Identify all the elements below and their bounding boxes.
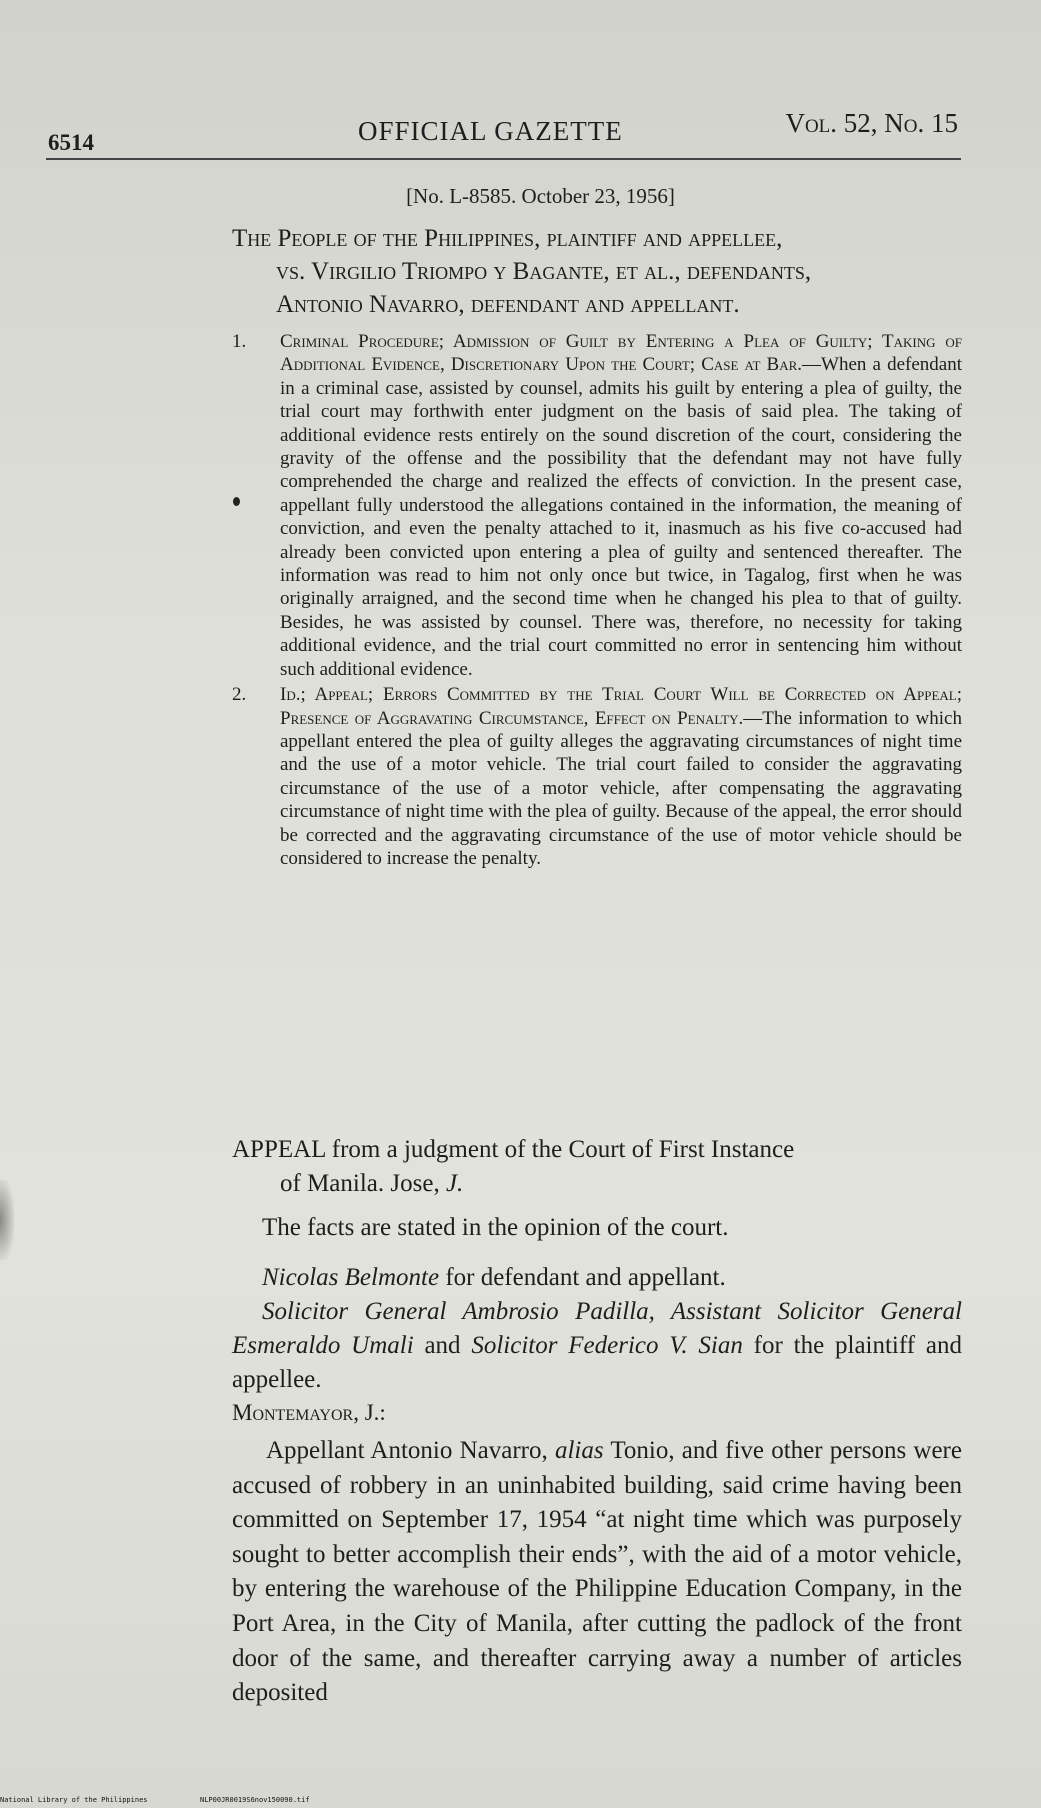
appeal-statement <box>232 1133 962 1201</box>
syllabus-number: 1. <box>232 331 247 352</box>
ponente: Montemayor, J.: <box>232 1400 386 1425</box>
opinion-alias: alias <box>554 1437 604 1464</box>
syllabus-heading: Id.; Appeal; Errors Committed by the Trial Court Will be Corrected on Appeal; Presence of Aggravating Circumstance, Effect on Penalty. <box>280 684 962 729</box>
syllabus-item <box>232 683 962 870</box>
prosecution-counsel <box>232 1295 962 1397</box>
syllabus-heading: Criminal Procedure; Admission of Guilt by Entering a Plea of Guilty; Taking of Additional Evidence, Discretionary Upon the Court; Case at Bar. <box>280 331 962 376</box>
publication-title: OFFICIAL GAZETTE <box>358 116 623 146</box>
opinion-body <box>232 1434 962 1711</box>
parties-line-3: Antonio Navarro, defendant and appellant. <box>276 291 740 318</box>
page-header <box>48 108 958 154</box>
defense-counsel-name: Nicolas Belmonte <box>262 1264 440 1291</box>
footer-filename: NLP00JR0019S6nov150090.tif <box>200 1796 310 1804</box>
appeal-line-2 <box>232 1167 962 1201</box>
opinion-text-b: Tonio, and five other persons were accused of robbery in an uninhabited building, said crime having been committed on September 17, 1954 “at night time which was purposely sought to better accomplish their ends”, with the aid of a motor vehicle, by entering the warehouse of the Philippine Education Company, in the Port Area, in the City of Manila, after cutting the padlock of the front door of the same, and thereafter carrying away a number of articles deposited <box>232 1437 962 1707</box>
footer-library: National Library of the Philippines <box>0 1796 148 1804</box>
prosecution-counsel-name: Solicitor Federico V. Sian <box>471 1332 743 1359</box>
prosecution-counsel-names: Solicitor General Ambrosio Padilla, Assistant Solicitor General Esmeraldo Umali <box>232 1298 962 1359</box>
syllabus <box>232 330 962 872</box>
prosecution-counsel-and: and <box>413 1332 472 1359</box>
binding-shadow <box>0 1180 14 1260</box>
volume-label: Vol. 52, No. 15 <box>785 108 958 138</box>
opinion-text-a: Appellant Antonio Navarro, <box>266 1437 555 1464</box>
prosecution-counsel-role: for the plaintiff and appellee. <box>232 1332 962 1393</box>
defense-counsel-role: for defendant and appellant. <box>439 1264 726 1291</box>
syllabus-number: 2. <box>232 684 247 706</box>
opinion-paragraph <box>232 1434 962 1711</box>
syllabus-text: —The information to which appellant entered the plea of guilty alleges the aggravating circumstances of night time and the use of a motor vehicle. The trial court failed to consider the aggravating circumstance of the use of a motor vehicle, after compensating the aggravating circumstance of night time with the plea of guilty. Because of the appeal, the error should be corrected and the aggravating circumstance of the use of motor vehicle should be considered to increase the penalty. <box>280 707 962 869</box>
appeal-judge-suffix: J. <box>445 1170 464 1197</box>
defense-counsel <box>232 1261 962 1295</box>
case-number: [No. L-8585. October 23, 1956] <box>406 184 675 208</box>
syllabus-text: —When a defendant in a criminal case, assisted by counsel, admits his guilt by entering a plea of guilty, the trial court may forthwith enter judgment on the basis of said plea. The taking of additional evidence rests entirely on the sound discretion of the court, considering the gravity of the offense and the possibility that the defendant may not have fully comprehended the charge and realized the effects of conviction. In the present case, appellant fully understood the allegations contained in the information, the meaning of conviction, and even the penalty attached to it, inasmuch as his five co-accused had already been convicted upon entering a plea of guilty and sentenced thereafter. The information was read to him not only once but twice, in Tagalog, first when he was originally arraigned, and the second time when he changed his plea to that of guilty. Besides, he was assisted by counsel. There was, therefore, no necessity for taking additional evidence, and the trial court committed no error in sentencing him without such additional evidence. <box>280 354 962 680</box>
appeal-line-1: APPEAL from a judgment of the Court of First Instance <box>232 1136 795 1163</box>
syllabus-item <box>232 330 962 681</box>
appeal-court: of Manila. Jose, <box>280 1170 446 1197</box>
parties-line-1: The People of the Philippines, plaintiff and appellee, <box>232 225 783 252</box>
counsel-block <box>232 1261 962 1397</box>
parties-line-2: vs. Virgilio Triompo y Bagante, et al., defendants, <box>276 258 812 285</box>
header-rule <box>46 158 961 160</box>
page-number: 6514 <box>48 130 94 155</box>
facts-statement: The facts are stated in the opinion of the court. <box>262 1214 729 1241</box>
case-parties <box>232 222 962 321</box>
